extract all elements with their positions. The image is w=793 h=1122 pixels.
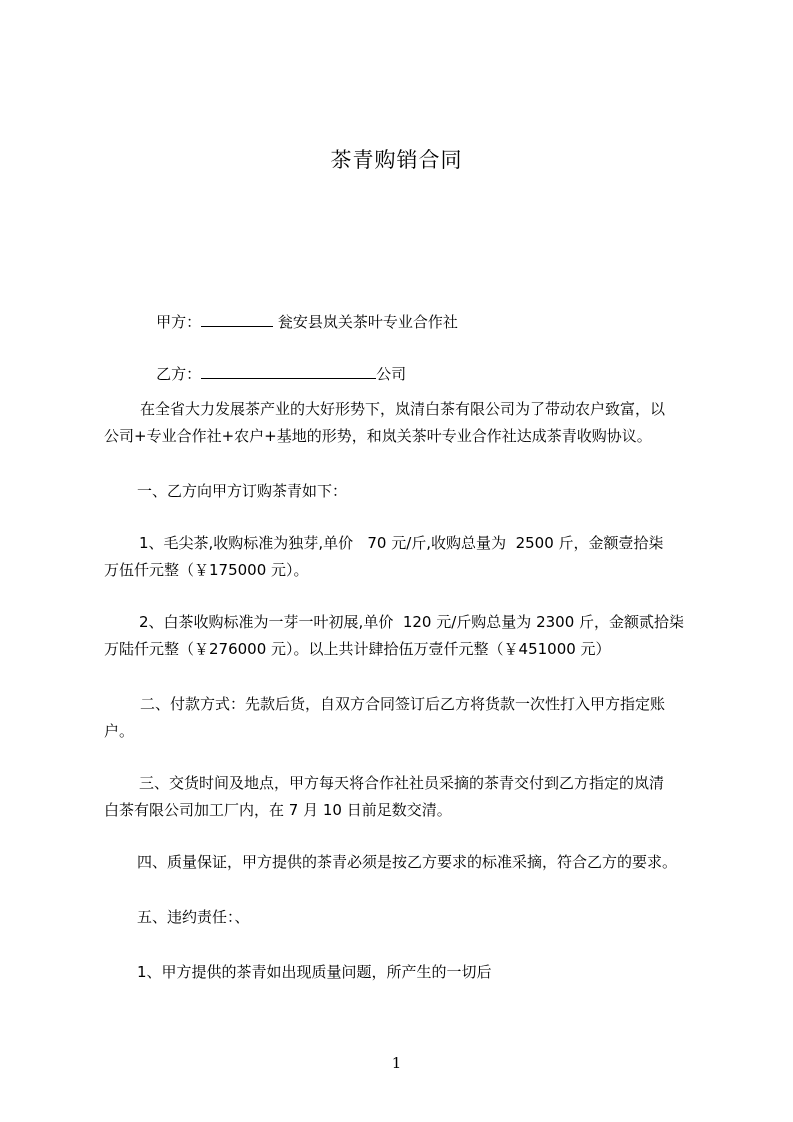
item-2-line-2: 万陆仟元整（￥276000 元）。以上共计肆拾伍万壹仟元整（￥451000 元） bbox=[104, 640, 611, 658]
section-5-item-1: 1、甲方提供的茶青如出现质量问题，所产生的一切后 bbox=[137, 963, 492, 981]
party-b-suffix: 公司 bbox=[376, 365, 407, 383]
section-4: 四、质量保证，甲方提供的茶青必须是按乙方要求的标准采摘，符合乙方的要求。 bbox=[137, 853, 678, 871]
section-2-line-1: 二、付款方式：先款后货，自双方合同签订后乙方将货款一次性打入甲方指定账 bbox=[140, 695, 666, 713]
section-3-line-2: 白茶有限公司加工厂内，在 7 月 10 日前足数交清。 bbox=[104, 801, 452, 819]
party-b-line bbox=[137, 344, 406, 404]
party-a-line bbox=[137, 292, 458, 352]
party-b-blank bbox=[201, 364, 376, 379]
section-2-line-2: 户。 bbox=[104, 722, 135, 740]
section-1-heading: 一、乙方向甲方订购茶青如下： bbox=[137, 482, 348, 500]
party-b-label: 乙方： bbox=[156, 365, 202, 383]
intro-line-2: 公司+专业合作社+农户+基地的形势，和岚关茶叶专业合作社达成茶青收购协议。 bbox=[104, 427, 652, 445]
section-3-line-1: 三、交货时间及地点，甲方每天将合作社社员采摘的茶青交付到乙方指定的岚清 bbox=[139, 774, 665, 792]
section-5-heading: 五、违约责任：、 bbox=[137, 908, 250, 926]
intro-line-1: 在全省大力发展茶产业的大好形势下，岚清白茶有限公司为了带动农户致富，以 bbox=[140, 400, 666, 418]
party-a-blank bbox=[201, 312, 273, 327]
document-title: 茶青购销合同 bbox=[330, 148, 463, 172]
item-1-line-1: 1、毛尖茶,收购标准为独芽,单价 70 元/斤,收购总量为 2500 斤，金额壹拾柒 bbox=[139, 534, 664, 552]
party-a-label: 甲方： bbox=[156, 313, 202, 331]
party-a-name: 瓮安县岚关茶叶专业合作社 bbox=[277, 313, 458, 331]
item-1-line-2: 万伍仟元整（￥175000 元）。 bbox=[104, 561, 309, 579]
page-number: 1 bbox=[391, 1054, 402, 1072]
item-2-line-1: 2、白茶收购标准为一芽一叶初展,单价 120 元/斤购总量为 2300 斤，金额贰拾柒 bbox=[139, 613, 685, 631]
